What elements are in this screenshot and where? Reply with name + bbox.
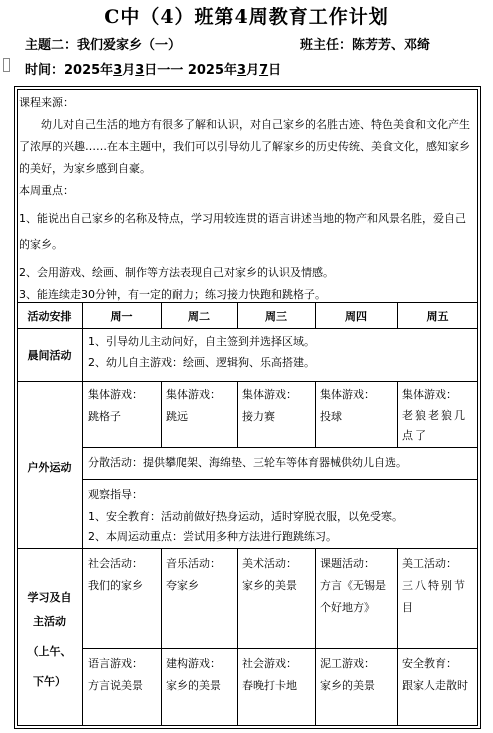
focus-item: 2、会用游戏、绘画、制作等方法表现自己对家乡的认识及情感。 xyxy=(19,266,334,279)
header-thursday: 周四 xyxy=(345,310,367,323)
learning-cell-tuesday-lower: 建构游戏： 家乡的美景 xyxy=(166,657,221,692)
time-range: 时间：2025年3月3日一一 2025年3月7日 xyxy=(25,63,282,78)
group-game-cell: 集体游戏： 投球 xyxy=(320,388,375,423)
weekly-focus-title: 本周重点： xyxy=(19,184,74,197)
learning-cell-wednesday-lower: 社会游戏： 春晚打卡地 xyxy=(242,657,297,692)
guidance-title: 观察指导： xyxy=(88,488,143,501)
column-divider xyxy=(161,548,162,726)
theme-label: 主题二：我们爱家乡（一） xyxy=(25,38,182,53)
row-divider xyxy=(17,328,478,329)
column-divider xyxy=(161,381,162,447)
learning-cell-friday-upper: 美工活动： 三八特别节目 xyxy=(402,557,467,614)
learning-cell-thursday-lower: 泥工游戏： 家乡的美景 xyxy=(320,657,375,692)
row-divider xyxy=(17,302,478,303)
outdoor-label: 户外运动 xyxy=(27,461,72,474)
text-cursor-marker xyxy=(3,58,10,72)
column-divider xyxy=(397,548,398,726)
row-divider xyxy=(17,548,478,549)
header-wednesday: 周三 xyxy=(265,310,287,323)
focus-item: 1、能说出自己家乡的名称及特点，学习用较连贯的语言讲述当地的物产和风景名胜，爱自己的家乡。 xyxy=(19,212,466,251)
learning-cell-wednesday-upper: 美术活动： 家乡的美景 xyxy=(242,557,297,592)
learning-cell-friday-lower: 安全教育： 跟家人走散时 xyxy=(402,657,468,692)
column-divider xyxy=(397,381,398,447)
group-game-cell: 集体游戏： 跳远 xyxy=(166,388,221,423)
column-divider xyxy=(237,548,238,726)
column-divider xyxy=(82,302,83,726)
row-divider xyxy=(82,479,478,480)
row-divider xyxy=(82,648,478,649)
morning-line: 2、幼儿自主游戏：绘画、逻辑狗、乐高搭建。 xyxy=(88,356,315,369)
course-intro xyxy=(19,92,475,306)
group-game-cell: 集体游戏： 跳格子 xyxy=(88,388,143,423)
learning-label: 学习及自 主活动 （上午、 下午） xyxy=(27,591,72,688)
learning-cell-thursday-upper: 课题活动： 方言《无锡是个好地方》 xyxy=(320,557,386,614)
start-month: 3 xyxy=(113,63,123,78)
learning-cell-tuesday-upper: 音乐活动： 夸家乡 xyxy=(166,557,221,592)
group-game-cell: 集体游戏： 接力赛 xyxy=(242,388,297,423)
header-monday: 周一 xyxy=(110,310,133,323)
row-divider xyxy=(17,381,478,382)
learning-cell-monday-lower: 语言游戏： 方言说美景 xyxy=(88,657,143,692)
guidance-item: 1、安全教育：活动前做好热身运动，适时穿脱衣服，以免受寒。 xyxy=(88,510,403,523)
end-month: 3 xyxy=(237,63,247,78)
teacher-label: 班主任：陈芳芳、邓绮 xyxy=(300,38,431,53)
column-divider xyxy=(315,548,316,726)
morning-label: 晨间活动 xyxy=(27,349,72,362)
group-game-cell: 集体游戏： 老狼老狼几点了 xyxy=(402,388,467,442)
learning-cell-monday-upper: 社会活动： 我们的家乡 xyxy=(88,557,143,592)
column-divider xyxy=(315,381,316,447)
header-activity: 活动安排 xyxy=(27,310,72,323)
header-friday: 周五 xyxy=(426,310,449,323)
guidance-item: 2、本周运动重点：尝试用多种方法进行跑跳练习。 xyxy=(88,530,337,543)
header-tuesday: 周二 xyxy=(188,310,210,323)
page-title: C中（4）班第4周教育工作计划 xyxy=(104,6,389,28)
start-day: 3 xyxy=(135,63,145,78)
course-source-text: 幼儿对自己生活的地方有很多了解和认识，对自己家乡的名胜古迹、特色美食和文化产生了浓厚的兴趣……在本主题中，我们可以引导幼儿了解家乡的历史传统、美食文化，感知家乡的美好，为家乡感到自豪。 xyxy=(19,118,470,175)
focus-item: 3、能连续走30分钟，有一定的耐力；练习接力快跑和跳格子。 xyxy=(19,288,326,301)
scattered-activity: 分散活动：提供攀爬架、海绵垫、三轮车等体育器械供幼儿自选。 xyxy=(88,456,407,469)
row-divider xyxy=(82,447,478,448)
course-source-title: 课程来源： xyxy=(19,96,74,109)
end-day: 7 xyxy=(259,63,269,78)
morning-line: 1、引导幼儿主动问好，自主签到并选择区域。 xyxy=(88,335,315,348)
column-divider xyxy=(237,381,238,447)
